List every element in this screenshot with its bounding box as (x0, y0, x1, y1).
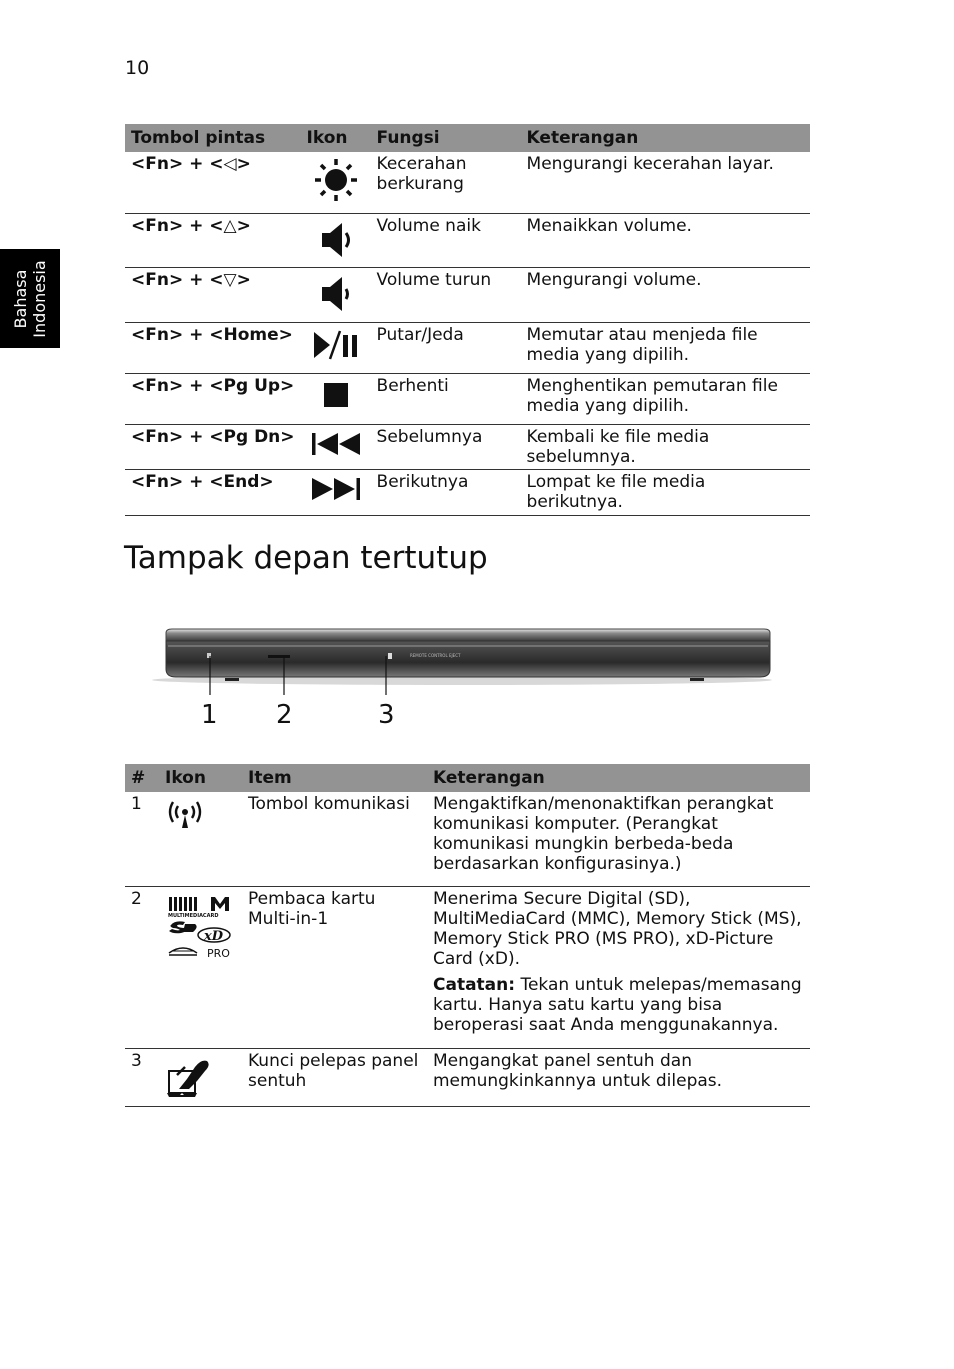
ms-pro-logo-text: PRO (207, 946, 230, 960)
hotkey-description: Mengurangi volume. (521, 267, 810, 322)
item-description: Mengaktifkan/menonaktifkan perangkat komunikasi komputer. (Perangkat komunikasi mungkin berbeda-beda berdasarkan konfigurasinya.) (427, 792, 810, 886)
table-row (125, 469, 810, 515)
brightness-icon (314, 158, 358, 202)
hotkey-key: <Fn> + <◁> (125, 152, 301, 213)
hotkey-key: <Fn> + <△> (125, 213, 301, 267)
table-row (125, 322, 810, 373)
card-reader-icon (165, 895, 233, 961)
next-icon (310, 476, 362, 502)
side-tab-line1: Bahasa (11, 269, 30, 328)
volume-down-icon (316, 274, 356, 314)
header-cell: Keterangan (521, 124, 810, 152)
play-pause-icon (310, 329, 362, 361)
header-cell: # (125, 764, 159, 792)
touchpad-release-icon (165, 1057, 211, 1099)
table-row (125, 424, 810, 469)
hotkey-key: <Fn> + <Pg Up> (125, 373, 301, 424)
hotkey-table (125, 124, 810, 516)
table-row (125, 373, 810, 424)
section-title: Tampak depan tertutup (124, 540, 488, 576)
previous-icon (310, 431, 362, 457)
laptop-front-view-illustration (150, 625, 775, 695)
hotkey-description: Lompat ke file media berikutnya. (521, 469, 810, 515)
hotkey-key: <Fn> + <▽> (125, 267, 301, 322)
hotkey-description: Menaikkan volume. (521, 213, 810, 267)
item-name: Kunci pelepas panel sentuh (242, 1048, 427, 1106)
hotkey-key: <Fn> + <End> (125, 469, 301, 515)
hotkey-description: Mengurangi kecerahan layar. (521, 152, 810, 213)
header-cell: Tombol pintas (125, 124, 301, 152)
volume-up-icon (316, 220, 356, 260)
side-tab-line2: Indonesia (30, 259, 49, 338)
item-note (433, 975, 804, 1035)
item-name: Pembaca kartu Multi-in-1 (242, 886, 427, 1048)
note-label: Catatan: (433, 974, 516, 995)
hotkey-key: <Fn> + <Home> (125, 322, 301, 373)
callout-2: 2 (276, 700, 293, 730)
header-cell: Item (242, 764, 427, 792)
hotkey-function: Berikutnya (371, 469, 521, 515)
laptop-front-label: REMOTE CONTROL EJECT (410, 653, 461, 658)
table-row (125, 152, 810, 213)
language-side-tab (0, 249, 60, 348)
item-number: 1 (125, 792, 159, 886)
header-cell: Ikon (301, 124, 371, 152)
hotkey-description: Menghentikan pemutaran file media yang dipilih. (521, 373, 810, 424)
table-row (125, 792, 810, 886)
note-text: Tekan untuk melepas/memasang kartu. Hanya satu kartu yang bisa beroperasi saat Anda menggunakannya. (433, 974, 802, 1035)
item-number: 3 (125, 1048, 159, 1106)
table-row (125, 267, 810, 322)
callout-1: 1 (201, 700, 218, 730)
mmc-logo-text: MULTIMEDIACARD (168, 912, 219, 919)
hotkey-function: Berhenti (371, 373, 521, 424)
callout-3: 3 (378, 700, 395, 730)
table-row (125, 886, 810, 1048)
hotkey-function: Kecerahan berkurang (371, 152, 521, 213)
header-cell: Ikon (159, 764, 242, 792)
front-view-items-table (125, 764, 810, 1107)
hotkey-key: <Fn> + <Pg Dn> (125, 424, 301, 469)
item-description: Mengangkat panel sentuh dan memungkinkannya untuk dilepas. (427, 1048, 810, 1106)
item-name: Tombol komunikasi (242, 792, 427, 886)
table-row (125, 1048, 810, 1106)
hotkey-description: Kembali ke file media sebelumnya. (521, 424, 810, 469)
item-number: 2 (125, 886, 159, 1048)
header-cell: Keterangan (427, 764, 810, 792)
wireless-icon (165, 800, 205, 830)
item-description: Menerima Secure Digital (SD), MultiMediaCard (MMC), Memory Stick (MS), Memory Stick PRO (MS PRO), xD-Picture Card (xD). (433, 888, 802, 969)
page-number: 10 (125, 57, 150, 79)
header-cell: Fungsi (371, 124, 521, 152)
hotkey-function: Volume turun (371, 267, 521, 322)
hotkey-function: Putar/Jeda (371, 322, 521, 373)
table-row (125, 213, 810, 267)
stop-icon (321, 380, 351, 410)
hotkey-function: Volume naik (371, 213, 521, 267)
hotkey-table-header (125, 124, 810, 152)
items-table-header (125, 764, 810, 792)
svg-text:xD: xD (204, 928, 224, 944)
hotkey-description: Memutar atau menjeda file media yang dipilih. (521, 322, 810, 373)
hotkey-function: Sebelumnya (371, 424, 521, 469)
